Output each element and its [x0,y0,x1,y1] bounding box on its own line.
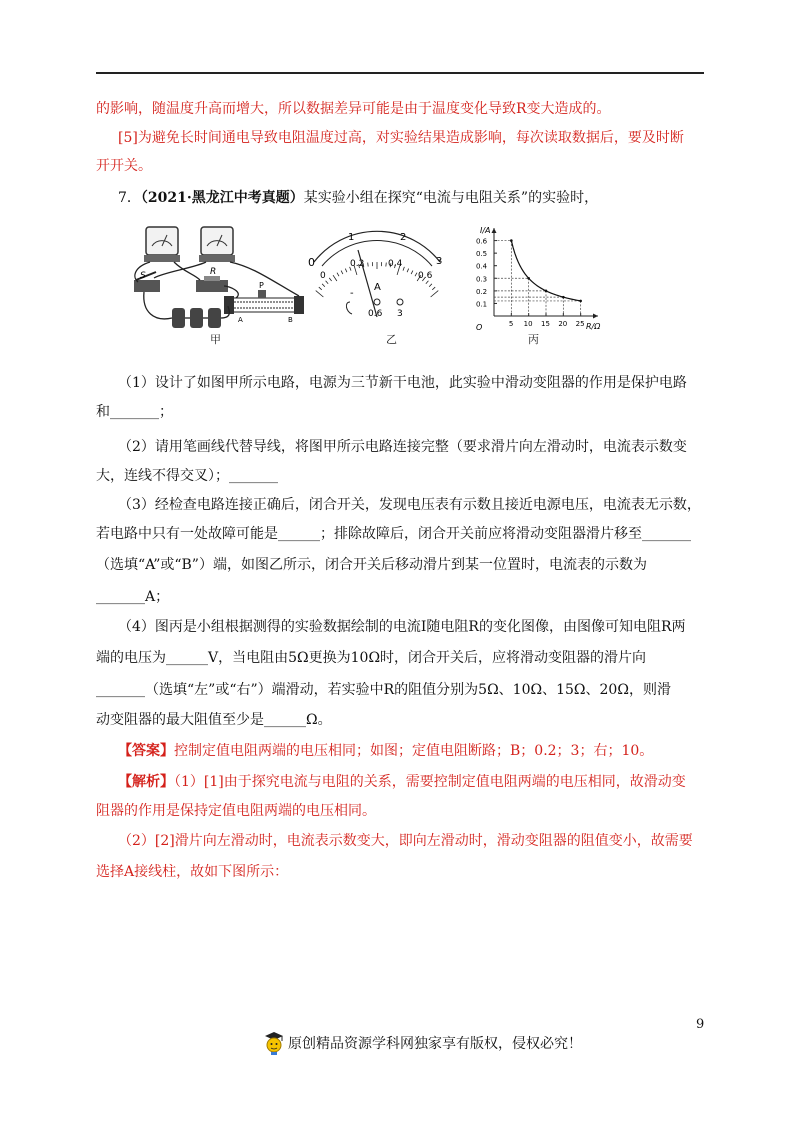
text-line: （2）[2]滑片向左滑动时，电流表示数变大，即向左滑动时，滑动变阻器的阻值变小，故需要 [118,833,693,849]
question-7-header [118,189,728,208]
dial-tick [426,281,429,284]
y-tick-label: 0.3 [476,275,488,284]
text-line: 大，连线不得交叉）；_______ [96,468,278,484]
dial-tick [333,275,337,281]
text-line: 阻器的作用是保持定值电阻两端的电压相同。 [96,803,376,819]
text-line: 动变阻器的最大阻值至少是______Ω。 [96,712,332,728]
y-tick-label: 0.4 [476,262,488,271]
scale-label-outer: 1 [348,232,355,243]
dial-tick [329,278,331,281]
question-text: 某实验小组在探究“电流与电阻关系”的实验时， [303,190,599,206]
origin-label: O [476,323,483,332]
scale-label-inner: 0.2 [350,259,365,269]
dial-tick [415,273,417,276]
answer-text: 控制定值电阻两端的电压相同；如图；定值电阻断路；B；0.2；3；右；10。 [174,743,654,759]
scale-label-inner: 0.4 [388,259,403,269]
resistor-label: R [210,267,217,277]
terminal-label: 3 [397,309,403,319]
terminal-label: 0.6 [368,309,383,319]
text-line: （2）请用笔画线代替导线，将图甲所示电路连接完整（要求滑片向左滑动时，电流表示数变 [118,439,687,455]
text-line: _______（选填“左”或“右”）端滑动，若实验中R的阻值分别为5Ω、10Ω、15Ω、20Ω，则滑 [96,682,671,698]
text-line: 的影响，随温度升高而增大，所以数据差异可能是由于温度变化导致R变大造成的。 [96,101,611,117]
dial-tick [337,273,339,276]
text-line: （3）经检查电路连接正确后，闭合开关，发现电压表有示数且接近电源电压，电流表无示数， [118,497,701,513]
text-line: 选择A接线柱，故如下图所示： [96,864,289,880]
dial-tick [322,284,325,287]
dial-tick [429,284,432,287]
scale-label-inner: 0 [320,271,326,281]
dial-tick [341,271,343,275]
dial-tick [345,269,347,273]
y-tick-label: 0.2 [476,287,488,296]
x-axis-arrow [593,314,598,319]
data-point [510,239,513,242]
switch-label: S [140,271,146,281]
data-point [545,290,548,293]
x-axis-label: R/Ω [586,322,601,331]
batteries [172,308,221,328]
x-tick-label: 20 [558,320,568,328]
terminal-a-label: A [238,316,243,324]
data-point [562,296,565,299]
y-axis-label: I/A [480,226,491,235]
terminal [397,299,403,305]
text-line: （选填“A”或“B”）端，如图乙所示，闭合开关后移动滑片到某一位置时，电流表的示数为 [96,557,647,573]
dial-tick [432,287,435,290]
y-axis-arrow [492,228,497,233]
scale-label-inner: 0.6 [418,271,433,281]
explanation-tag: 【解析】 [118,774,174,790]
dial-tick [431,291,439,297]
scale-label-outer: 3 [436,256,443,267]
text-line: （1）设计了如图甲所示电路，电源为三节新干电池，此实验中滑动变阻器的作用是保护电路 [118,375,687,391]
voltmeter-meter [199,227,235,262]
page-number: 9 [696,1017,705,1032]
answer-tag: 【答案】 [118,743,174,759]
text-line: [5]为避免长时间通电导致电阻温度过高，对实验结果造成影响，每次读取数据后，要及时断 [118,130,684,146]
x-tick-label: 5 [508,320,514,328]
figure-caption-yi: 乙 [386,333,397,346]
figure-caption-jia: 甲 [210,333,221,346]
circuit-figure-jia [124,222,310,334]
dial-tick [319,287,322,290]
terminal-b-label: B [288,316,293,324]
rheostat [224,281,304,324]
question-number: 7． [118,190,141,206]
resistor [196,267,228,292]
mascot-icon [262,1030,286,1056]
x-tick-label: 25 [575,320,585,328]
footer [262,1030,582,1056]
explanation-text: （1）[1]由于探究电流与电阻的关系，需要控制定值电阻两端的电压相同，故滑动变 [174,774,686,790]
terminal-label: - [350,288,354,299]
header-rule [96,72,704,74]
y-tick-label: 0.6 [476,237,488,246]
x-tick-label: 10 [523,320,533,328]
scale-label-outer: 0 [308,256,315,269]
y-tick-label: 0.5 [476,250,488,259]
data-point [579,300,582,303]
data-point [527,277,530,280]
figure-caption-bing: 丙 [528,333,539,346]
text-line: 端的电压为______V，当电阻由5Ω更换为10Ω时，闭合开关后，应将滑动变阻器的滑片向 [96,650,647,666]
answer-line [118,742,728,761]
ir-graph-figure-bing [466,222,608,334]
slider-label: P [259,281,264,290]
footer-text: 原创精品资源学科网独家享有版权，侵权必究！ [288,1036,582,1052]
y-tick-label: 0.1 [476,300,488,309]
dial-tick [326,281,329,284]
terminal-wire [346,302,352,314]
terminal [374,299,380,305]
question-source: （2021·黑龙江中考真题） [140,190,304,206]
text-line: 开开关。 [96,158,152,174]
explanation-line [118,773,728,792]
text-line: 和_______； [96,404,173,420]
text-line: 若电路中只有一处故障可能是______；排除故障后，闭合开关前应将滑动变阻器滑片移至_______ [96,526,691,542]
dial-unit: A [374,282,381,293]
ammeter-meter [144,227,180,262]
text-line: （4）图丙是小组根据测得的实验数据绘制的电流I随电阻R的变化图像，由图像可知电阻R两 [118,619,686,635]
dial-tick [316,291,324,297]
text-line: _______A； [96,589,170,605]
dial-tick [407,269,409,273]
dial-tick [403,267,404,271]
x-tick-label: 15 [541,320,550,328]
ammeter-dial-figure-yi [300,222,460,334]
dial-tick [411,271,413,275]
scale-label-outer: 2 [400,232,407,243]
